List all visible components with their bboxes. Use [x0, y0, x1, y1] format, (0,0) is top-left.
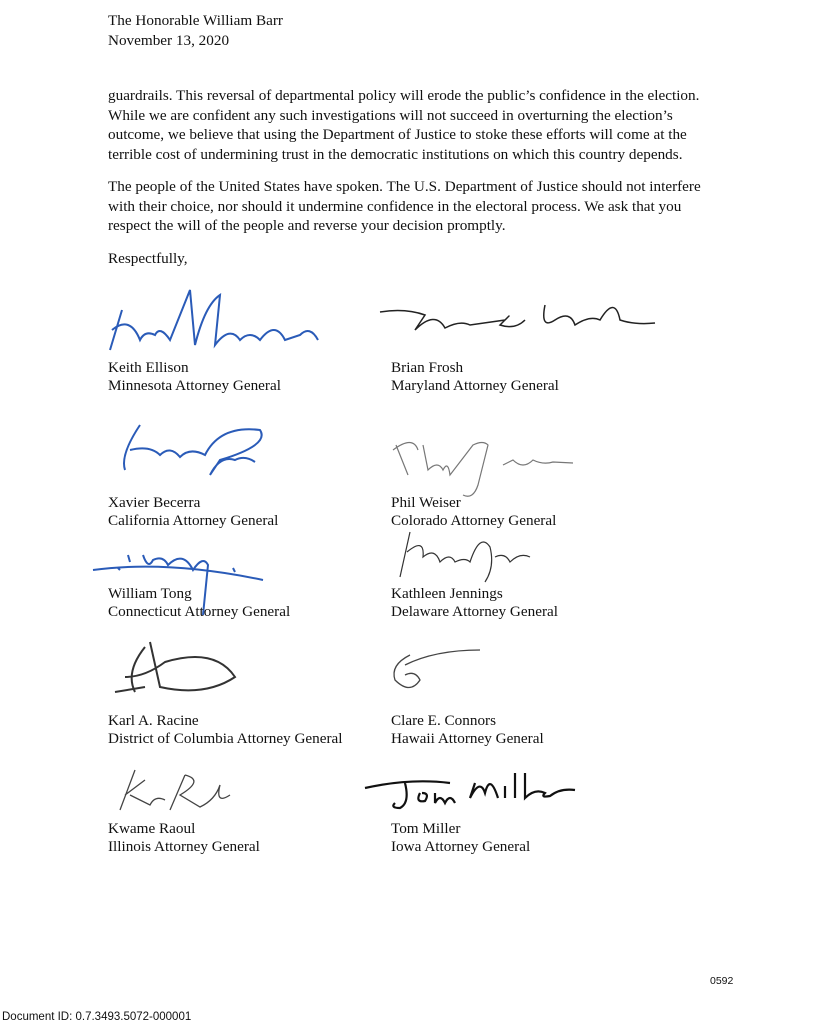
document-id: Document ID: 0.7.3493.5072-000001 [2, 1011, 192, 1023]
signatory-name: William Tong [108, 585, 192, 602]
signatory-name: Brian Frosh [391, 359, 464, 376]
closing: Respectfully, [108, 250, 188, 267]
text-line: terrible cost of undermining trust in the democratic institutions on which this country depends. [108, 145, 683, 163]
signatory-name: Xavier Becerra [108, 494, 201, 511]
signature-kwame-raoul [110, 765, 250, 815]
paragraph-2 [108, 177, 728, 236]
signatory-title: District of Columbia Attorney General [108, 730, 343, 747]
page-number: 0592 [710, 975, 734, 987]
signature-karl-racine [105, 632, 245, 702]
signatory-title: Hawaii Attorney General [391, 730, 544, 747]
recipient: The Honorable William Barr [108, 12, 283, 29]
text-line: The people of the United States have spoken. The U.S. Department of Justice should not interfere [108, 178, 701, 195]
text-line: with their choice, nor should it undermine confidence in the electoral process. We ask that you [108, 197, 682, 215]
signatory-name: Phil Weiser [391, 494, 461, 511]
signatory-title: Maryland Attorney General [391, 377, 559, 394]
signature-xavier-becerra [110, 415, 270, 480]
signature-tom-miller [360, 768, 585, 813]
signature-keith-ellison [100, 285, 330, 360]
signature-kathleen-jennings [395, 527, 535, 587]
signatory-title: Illinois Attorney General [108, 838, 260, 855]
letter-date: November 13, 2020 [108, 32, 230, 49]
text-line: While we are confident any such investigations will not succeed in overturning the election’s [108, 106, 673, 124]
signatory-title: Minnesota Attorney General [108, 377, 281, 394]
signature-brian-frosh [375, 290, 660, 340]
signatory-title: Iowa Attorney General [391, 838, 531, 855]
signatory-name: Clare E. Connors [391, 712, 497, 729]
text-line: guardrails. This reversal of departmental policy will erode the public’s confidence in the election. [108, 87, 700, 104]
paragraph-1 [108, 86, 728, 164]
signatory-title: Connecticut Attorney General [108, 603, 291, 620]
signatory-name: Karl A. Racine [108, 712, 199, 729]
signatory-name: Tom Miller [391, 820, 461, 837]
signatory-title: Colorado Attorney General [391, 512, 557, 529]
signatory-name: Keith Ellison [108, 359, 189, 376]
signatory-name: Kwame Raoul [108, 820, 196, 837]
text-line: outcome, we believe that using the Department of Justice to stoke these efforts will come at the [108, 126, 687, 143]
signatory-name: Kathleen Jennings [391, 585, 503, 602]
signatory-title: California Attorney General [108, 512, 279, 529]
signatory-title: Delaware Attorney General [391, 603, 558, 620]
signature-clare-connors [385, 640, 485, 695]
text-line: respect the will of the people and reverse your decision promptly. [108, 217, 506, 234]
